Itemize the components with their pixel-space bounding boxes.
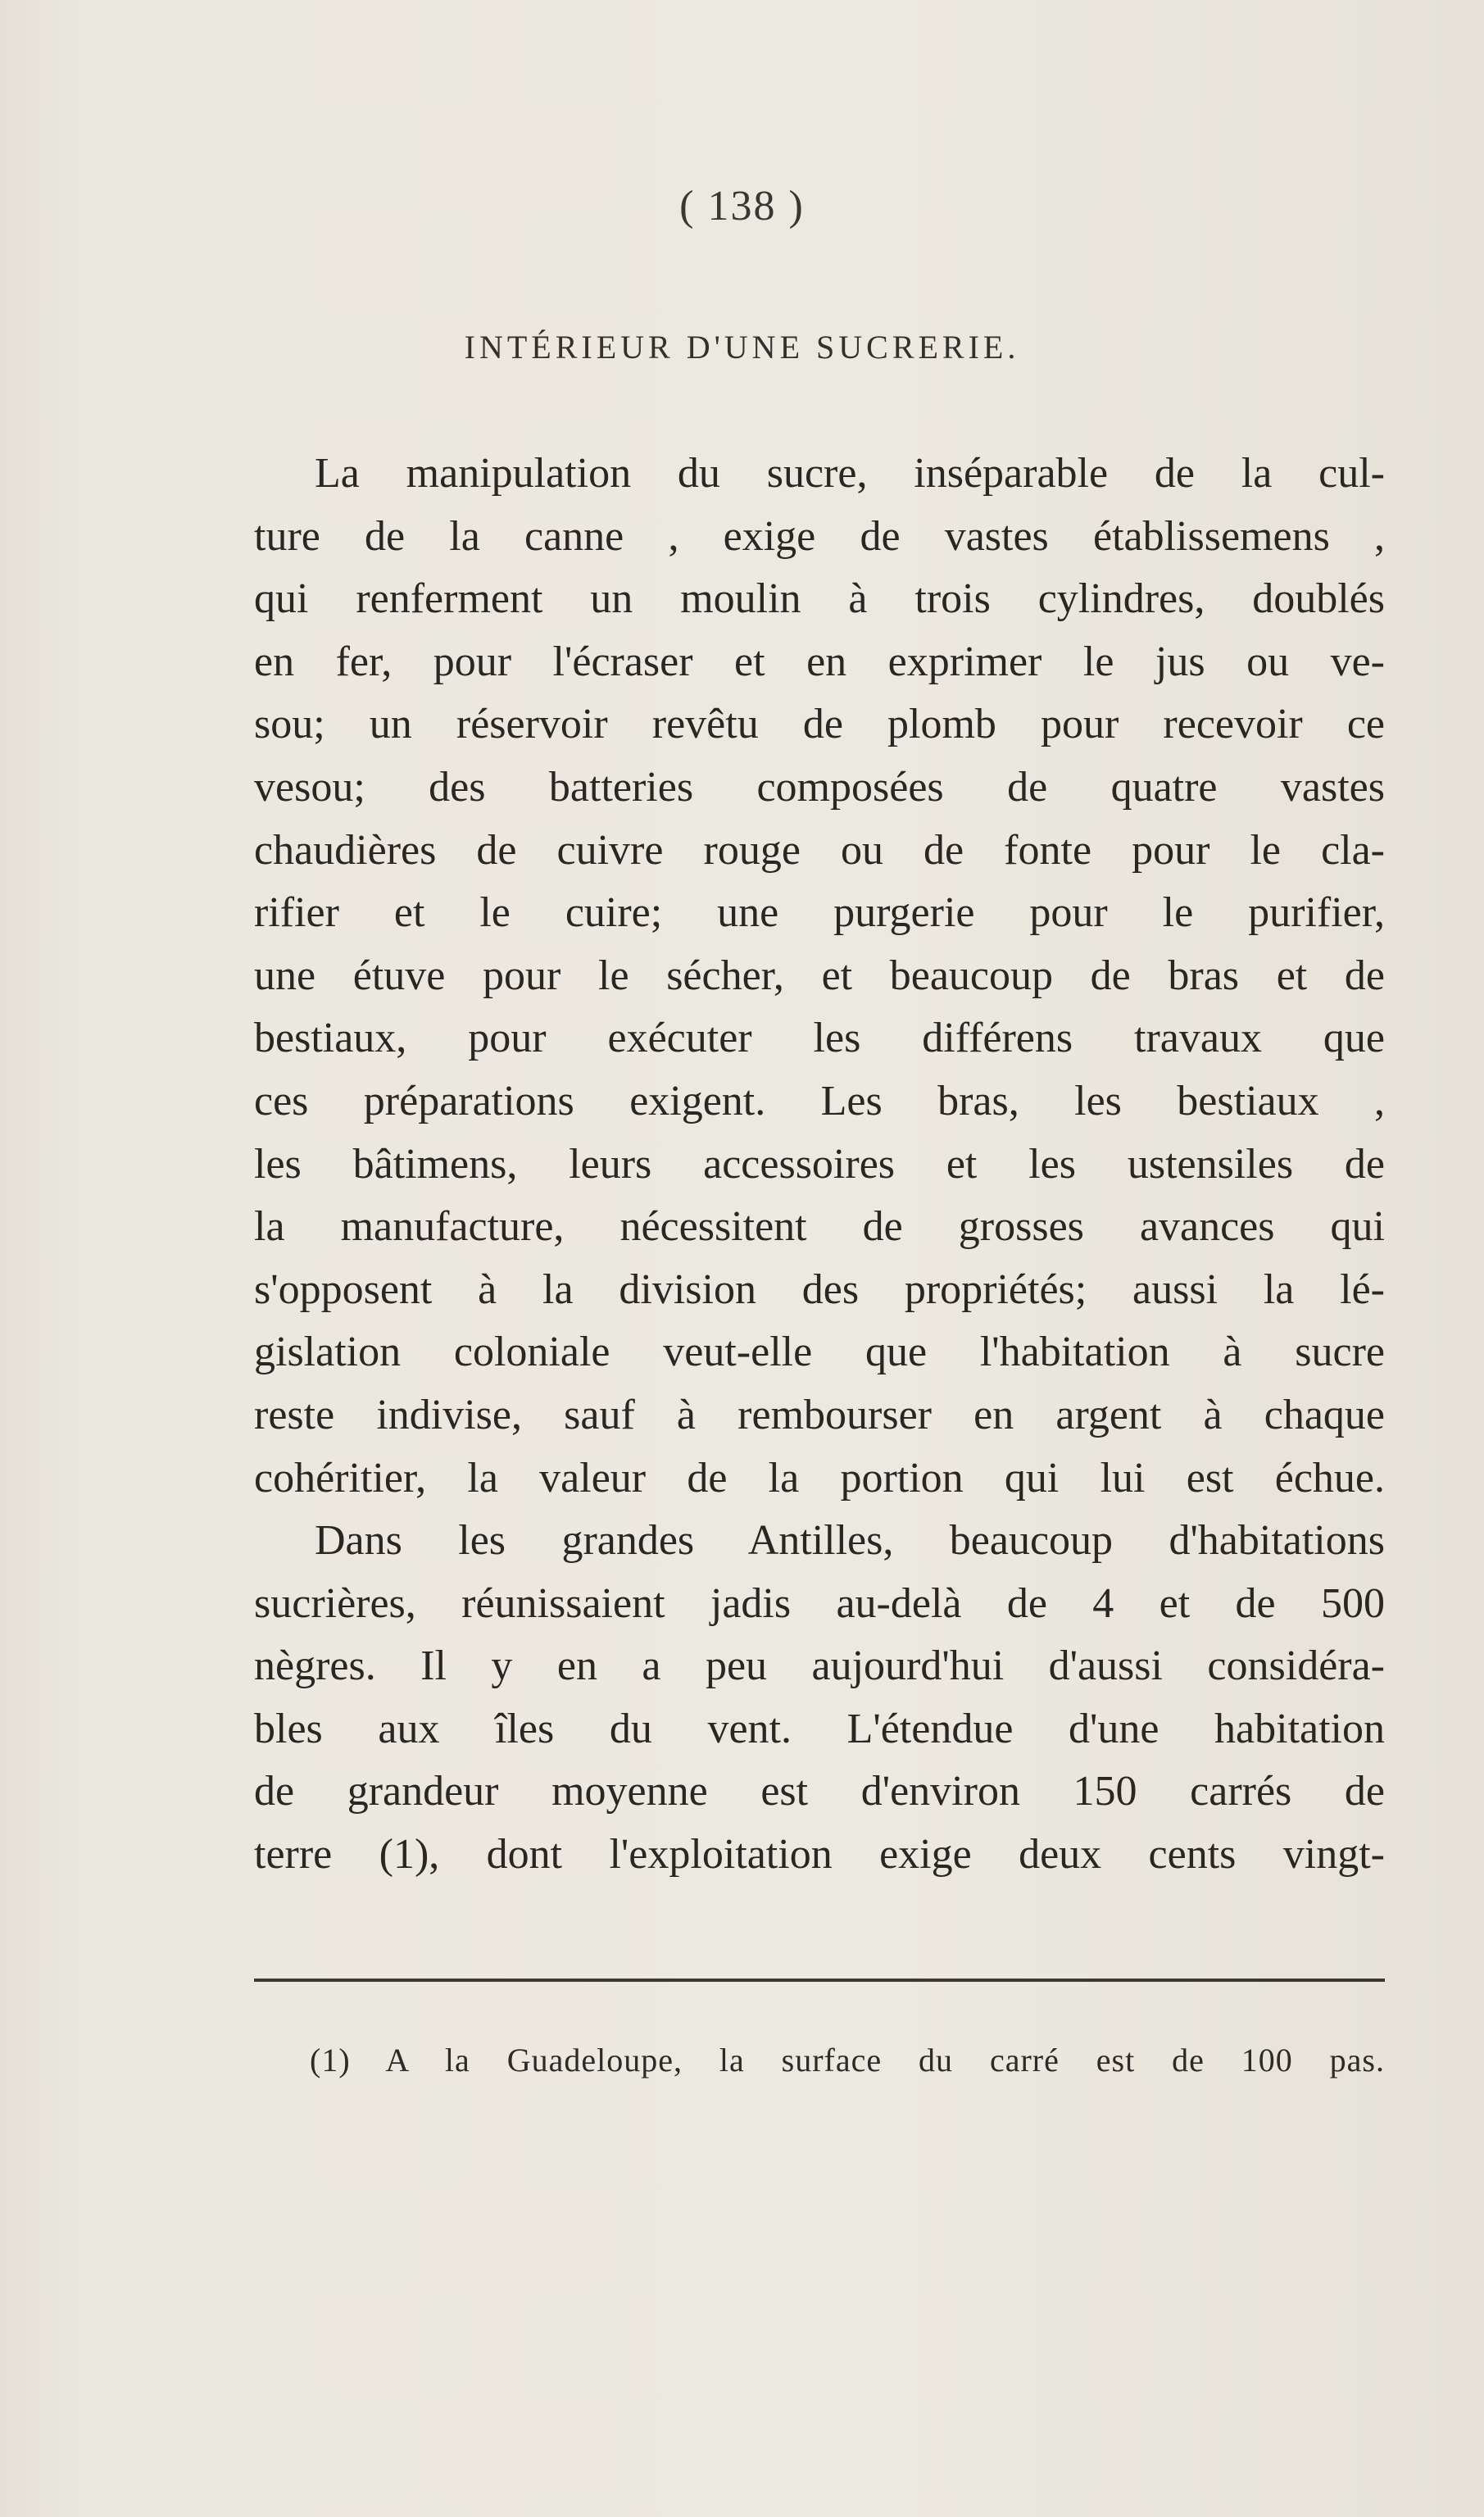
- footnote-divider: [254, 1979, 1385, 1982]
- text-line: sucrières, réunissaient jadis au-delà de 4 et de 500: [254, 1579, 1385, 1627]
- text-line: la manufacture, nécessitent de grosses avances qui: [254, 1203, 1385, 1251]
- text-line: vesou; des batteries composées de quatre vastes: [254, 763, 1385, 811]
- text-line: s'opposent à la division des propriétés; aussi la lé-: [254, 1265, 1385, 1313]
- text-line: nègres. Il y en a peu aujourd'hui d'aussi considéra-: [254, 1642, 1385, 1690]
- section-heading: INTÉRIEUR D'UNE SUCRERIE.: [464, 329, 1020, 366]
- footnote: (1) A la Guadeloupe, la surface du carré est de 100 pas.: [310, 2042, 1385, 2079]
- text-line: qui renferment un moulin à trois cylindres, doublés: [254, 575, 1385, 623]
- paragraph-2: [254, 1510, 1385, 1887]
- text-line: les bâtimens, leurs accessoires et les ustensiles de: [254, 1140, 1385, 1188]
- body-text: [254, 443, 1385, 1887]
- text-line: rifier et le cuire; une purgerie pour le purifier,: [254, 889, 1385, 937]
- text-line: ces préparations exigent. Les bras, les bestiaux ,: [254, 1077, 1385, 1124]
- text-line: une étuve pour le sécher, et beaucoup de bras et de: [254, 952, 1385, 999]
- text-line: La manipulation du sucre, inséparable de la cul-: [315, 450, 1385, 497]
- paragraph-1: [254, 443, 1385, 1510]
- text-line: de grandeur moyenne est d'environ 150 carrés de: [254, 1768, 1385, 1815]
- text-line: sou; un réservoir revêtu de plomb pour recevoir ce: [254, 701, 1385, 748]
- page-number: ( 138 ): [679, 183, 805, 229]
- text-line: Dans les grandes Antilles, beaucoup d'habitations: [315, 1517, 1385, 1565]
- text-line: reste indivise, sauf à rembourser en argent à chaque: [254, 1391, 1385, 1438]
- text-line: cohéritier, la valeur de la portion qui lui est échue.: [254, 1454, 1385, 1502]
- text-line: en fer, pour l'écraser et en exprimer le jus ou ve-: [254, 638, 1385, 685]
- text-line: terre (1), dont l'exploitation exige deux cents vingt-: [254, 1831, 1385, 1879]
- text-line: gislation coloniale veut-elle que l'habitation à sucre: [254, 1329, 1385, 1376]
- text-line: chaudières de cuivre rouge ou de fonte pour le cla-: [254, 826, 1385, 874]
- text-line: bestiaux, pour exécuter les différens travaux que: [254, 1015, 1385, 1062]
- text-line: bles aux îles du vent. L'étendue d'une habitation: [254, 1705, 1385, 1752]
- text-line: ture de la canne , exige de vastes établissemens ,: [254, 512, 1385, 560]
